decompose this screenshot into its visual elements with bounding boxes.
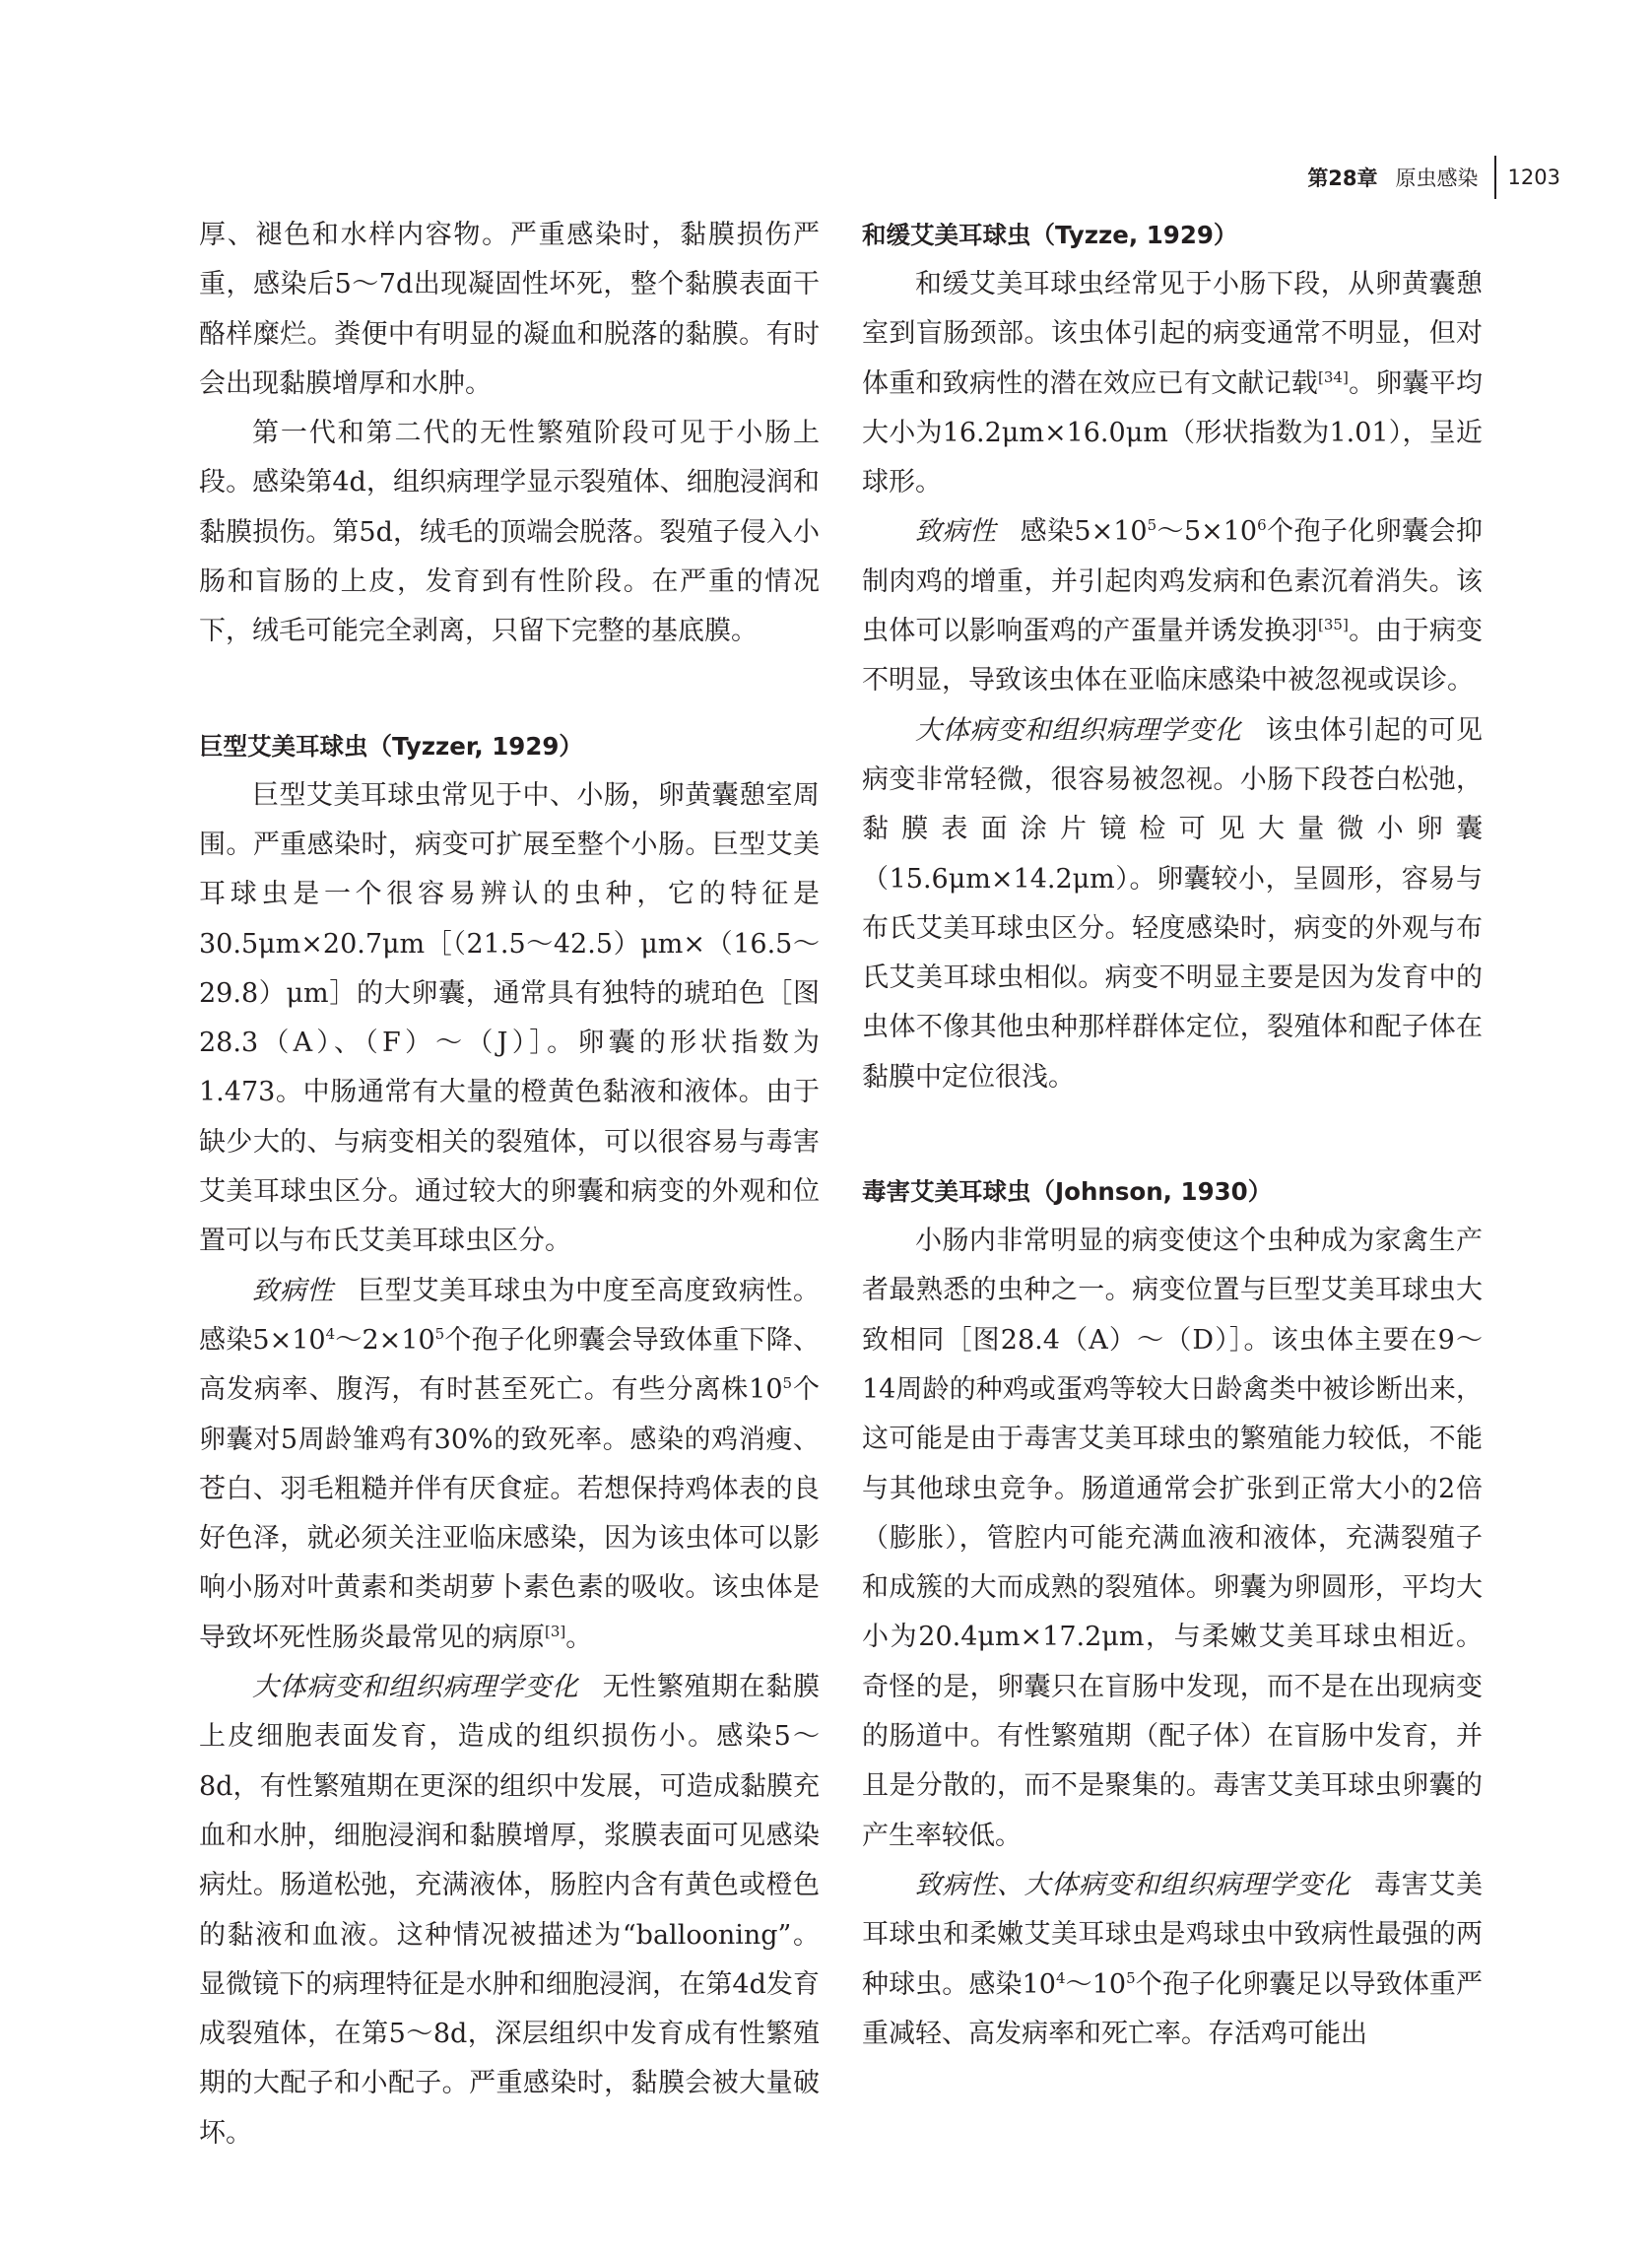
paragraph-pathogenicity: 致病性 巨型艾美耳球虫为中度至高度致病性。感染$5\times 10^4\sim 2\times 10^5$个孢子化卵囊会导致体重下降、高发病率、腹泻，有时甚至死亡。有些分离株$10^5$个卵囊对5周龄雏鸡有30%的致死率。感染的鸡消瘦、苍白、羽毛粗糙并伴有厌食症。若想保持鸡体表的良好色泽，就必须关注亚临床感染，因为该虫体可以影响小肠对叶黄素和类胡萝卜素色素的吸收。该虫体是导致坏死性肠炎最常见的病原[3]。	[199, 1275, 821, 1653]
header-divider	[1494, 156, 1496, 199]
superscript: 4	[1055, 1968, 1066, 1987]
paragraph: 巨型艾美耳球虫常见于中、小肠，卵黄囊憩室周围。严重感染时，病变可扩展至整个小肠。巨型艾美耳球虫是一个很容易辨认的虫种，它的特征是30.5μm×20.7μm［（21.5～42.5）μm×（16.5～29.8）μm］的大卵囊，通常具有独特的琥珀色［图28.3（A）、（F）～（J）］。卵囊的形状指数为1.473。中肠通常有大量的橙黄色黏液和液体。由于缺少大的、与病变相关的裂殖体，可以很容易与毒害艾美耳球虫区分。通过较大的卵囊和病变的外观和位置可以与布氏艾美耳球虫区分。	[199, 779, 820, 1257]
run-in-heading: 致病性	[915, 516, 997, 548]
superscript: 5	[1147, 516, 1157, 535]
chapter-label: 第28章	[1307, 166, 1378, 190]
section-gap	[199, 657, 820, 722]
section-heading-e-necatrix: 毒害艾美耳球虫（Johnson, 1930）	[862, 1177, 1273, 1207]
section-heading-e-maxima: 巨型艾美耳球虫（Tyzzer, 1929）	[199, 731, 583, 761]
right-column	[862, 211, 1483, 2059]
superscript: 5	[434, 1324, 445, 1343]
running-header	[1307, 156, 1560, 199]
superscript: 6	[1257, 516, 1267, 535]
paragraph: 厚、褪色和水样内容物。严重感染时，黏膜损伤严重，感染后5～7d出现凝固性坏死，整个黏膜表面干酪样糜烂。粪便中有明显的凝血和脱落的黏膜。有时会出现黏膜增厚和水肿。	[199, 220, 820, 399]
paragraph: 和缓艾美耳球虫经常见于小肠下段，从卵黄囊憩室到盲肠颈部。该虫体引起的病变通常不明显，但对体重和致病性的潜在效应已有文献记载[34]。卵囊平均大小为16.2μm×16.0μm（形状指数为1.01），呈近球形。	[862, 269, 1484, 498]
paragraph-lesions: 大体病变和组织病理学变化 无性繁殖期在黏膜上皮细胞表面发育，造成的组织损伤小。感染5～8d，有性繁殖期在更深的组织中发展，可造成黏膜充血和水肿，细胞浸润和黏膜增厚，浆膜表面可见感染病灶。肠道松弛，充满液体，肠腔内含有黄色或橙色的黏液和血液。这种情况被描述为“ballooning”。显微镜下的病理特征是水肿和细胞浸润，在第4d发育成裂殖体，在第5～8d，深层组织中发育成有性繁殖期的大配子和小配子。严重感染时，黏膜会被大量破坏。	[199, 1672, 821, 2149]
citation-ref: [35]	[1318, 616, 1349, 634]
citation-ref: [34]	[1318, 367, 1349, 386]
run-in-heading: 致病性	[252, 1275, 334, 1306]
superscript: 5	[782, 1374, 793, 1393]
run-in-heading: 大体病变和组织病理学变化	[915, 714, 1242, 746]
section-gap	[862, 1102, 1483, 1167]
run-in-heading: 大体病变和组织病理学变化	[252, 1672, 579, 1703]
page-number: 1203	[1507, 166, 1560, 189]
paragraph-pathogenicity: 致病性 感染$5\times 10^5\sim 5\times 10^6$个孢子化卵囊会抑制肉鸡的增重，并引起肉鸡发病和色素沉着消失。该虫体可以影响蛋鸡的产蛋量并诱发换羽[35]。由于病变不明显，导致该虫体在亚临床感染中被忽视或误诊。	[862, 516, 1484, 697]
superscript: 4	[325, 1324, 336, 1343]
superscript: 5	[1126, 1968, 1136, 1987]
paragraph-lesions: 大体病变和组织病理学变化 该虫体引起的可见病变非常轻微，很容易被忽视。小肠下段苍白松弛，黏膜表面涂片镜检可见大量微小卵囊（15.6μm×14.2μm）。卵囊较小，呈圆形，容易与布氏艾美耳球虫区分。轻度感染时，病变的外观与布氏艾美耳球虫相似。病变不明显主要是因为发育中的虫体不像其他虫种那样群体定位，裂殖体和配子体在黏膜中定位很浅。	[862, 714, 1484, 1093]
section-heading-e-mitis: 和缓艾美耳球虫（Tyzze, 1929）	[862, 221, 1238, 249]
run-in-heading: 致病性、大体病变和组织病理学变化	[915, 1869, 1351, 1900]
paragraph: 第一代和第二代的无性繁殖阶段可见于小肠上段。感染第4d，组织病理学显示裂殖体、细胞浸润和黏膜损伤。第5d，绒毛的顶端会脱落。裂殖子侵入小肠和盲肠的上皮，发育到有性阶段。在严重的情况下，绒毛可能完全剥离，只留下完整的基底膜。	[199, 418, 820, 647]
citation-ref: [3]	[545, 1622, 566, 1640]
paragraph: 小肠内非常明显的病变使这个虫种成为家禽生产者最熟悉的虫种之一。病变位置与巨型艾美耳球虫大致相同［图28.4（A）～（D）］。该虫体主要在9～14周龄的种鸡或蛋鸡等较大日龄禽类中被诊断出来，这可能是由于毒害艾美耳球虫的繁殖能力较低，不能与其他球虫竞争。肠道通常会扩张到正常大小的2倍（膨胀），管腔内可能充满血液和液体，充满裂殖子和成簇的大而成熟的裂殖体。卵囊为卵圆形，平均大小为20.4μm×17.2μm，与柔嫩艾美耳球虫相近。奇怪的是，卵囊只在盲肠中发现，而不是在出现病变的肠道中。有性繁殖期（配子体）在盲肠中发育，并且是分散的，而不是聚集的。毒害艾美耳球虫卵囊的产生率较低。	[862, 1226, 1483, 1851]
chapter-topic: 原虫感染	[1395, 166, 1479, 190]
left-column	[199, 211, 820, 2158]
paragraph-pathogenicity: 致病性、大体病变和组织病理学变化 毒害艾美耳球虫和柔嫩艾美耳球虫是鸡球虫中致病性最强的两种球虫。感染$10^4\sim 10^5$个孢子化卵囊足以导致体重严重减轻、高发病率和死亡率。存活鸡可能出	[862, 1869, 1484, 2049]
